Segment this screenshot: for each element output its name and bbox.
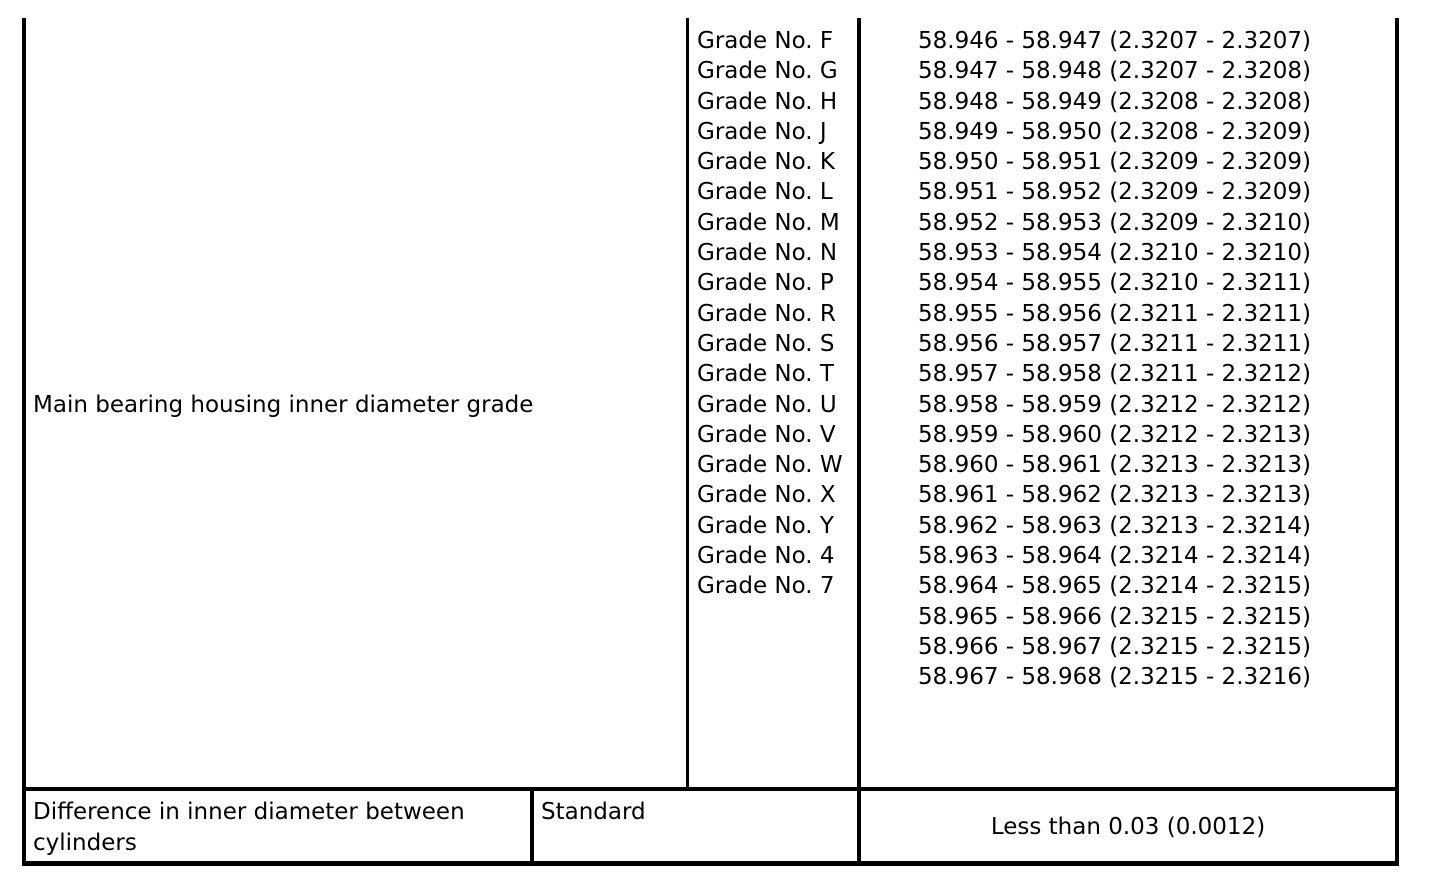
grade-item: Grade No. X [697, 482, 836, 509]
diameter-value: 58.949 - 58.950 (2.3208 - 2.3209) [918, 118, 1312, 145]
difference-value: Less than 0.03 (0.0012) [990, 814, 1266, 840]
diameter-value: 58.951 - 58.952 (2.3209 - 2.3209) [918, 179, 1312, 206]
grade-item: Grade No. W [697, 452, 843, 479]
diameter-value: 58.957 - 58.958 (2.3211 - 2.3212) [918, 361, 1312, 388]
table-border-right [1395, 18, 1399, 866]
grade-item: Grade No. Y [697, 512, 834, 539]
diameter-value: 58.966 - 58.967 (2.3215 - 2.3215) [918, 633, 1312, 660]
diameter-value: 58.955 - 58.956 (2.3211 - 2.3211) [918, 300, 1312, 327]
grade-item: Grade No. G [697, 58, 838, 85]
grade-list [697, 26, 857, 602]
grade-item: Grade No. 4 [697, 543, 835, 570]
diameter-value: 58.947 - 58.948 (2.3207 - 2.3208) [918, 58, 1312, 85]
table-border-left [22, 18, 26, 866]
diameter-value: 58.961 - 58.962 (2.3213 - 2.3213) [918, 482, 1312, 509]
grade-item: Grade No. V [697, 421, 836, 448]
diameter-value: 58.959 - 58.960 (2.3212 - 2.3213) [918, 421, 1312, 448]
grade-item: Grade No. S [697, 330, 835, 357]
grade-item: Grade No. K [697, 149, 836, 176]
diameter-value: 58.956 - 58.957 (2.3211 - 2.3211) [918, 330, 1312, 357]
diameter-value: 58.950 - 58.951 (2.3209 - 2.3209) [918, 149, 1312, 176]
grade-item: Grade No. M [697, 209, 840, 236]
grade-item: Grade No. R [697, 300, 836, 327]
diameter-value: 58.958 - 58.959 (2.3212 - 2.3212) [918, 391, 1312, 418]
grade-item: Grade No. N [697, 240, 838, 267]
diameter-value: 58.946 - 58.947 (2.3207 - 2.3207) [918, 28, 1312, 54]
grade-item: Grade No. 7 [697, 573, 835, 600]
row-divider [22, 787, 1399, 791]
housing-grade-label: Main bearing housing inner diameter grade [33, 392, 534, 418]
grade-item: Grade No. H [697, 88, 838, 115]
diameter-value-list [918, 26, 1311, 693]
grade-item: Grade No. L [697, 179, 833, 206]
diameter-value: 58.954 - 58.955 (2.3210 - 2.3211) [918, 270, 1312, 297]
grade-item: Grade No. U [697, 391, 837, 418]
diameter-value: 58.964 - 58.965 (2.3214 - 2.3215) [918, 573, 1312, 600]
diameter-value: 58.960 - 58.961 (2.3213 - 2.3213) [918, 452, 1312, 479]
difference-condition: Standard [541, 799, 646, 825]
condition-column-left-border [530, 789, 534, 866]
diameter-value: 58.967 - 58.968 (2.3215 - 2.3216) [918, 664, 1312, 691]
value-column-left-border [857, 18, 861, 866]
diameter-value: 58.962 - 58.963 (2.3213 - 2.3214) [918, 512, 1312, 539]
grade-item: Grade No. J [697, 118, 827, 145]
diameter-value: 58.965 - 58.966 (2.3215 - 2.3215) [918, 603, 1312, 630]
diameter-value: 58.953 - 58.954 (2.3210 - 2.3210) [918, 240, 1312, 267]
difference-label: Difference in inner diameter between cylinders [33, 799, 465, 856]
diameter-value: 58.948 - 58.949 (2.3208 - 2.3208) [918, 88, 1312, 115]
diameter-value: 58.952 - 58.953 (2.3209 - 2.3210) [918, 209, 1312, 236]
grade-item: Grade No. T [697, 361, 834, 388]
grade-item: Grade No. P [697, 270, 834, 297]
table-border-bottom [22, 861, 1399, 866]
grade-item: Grade No. F [697, 28, 834, 54]
grade-column-left-border [686, 18, 689, 791]
diameter-value: 58.963 - 58.964 (2.3214 - 2.3214) [918, 543, 1312, 570]
